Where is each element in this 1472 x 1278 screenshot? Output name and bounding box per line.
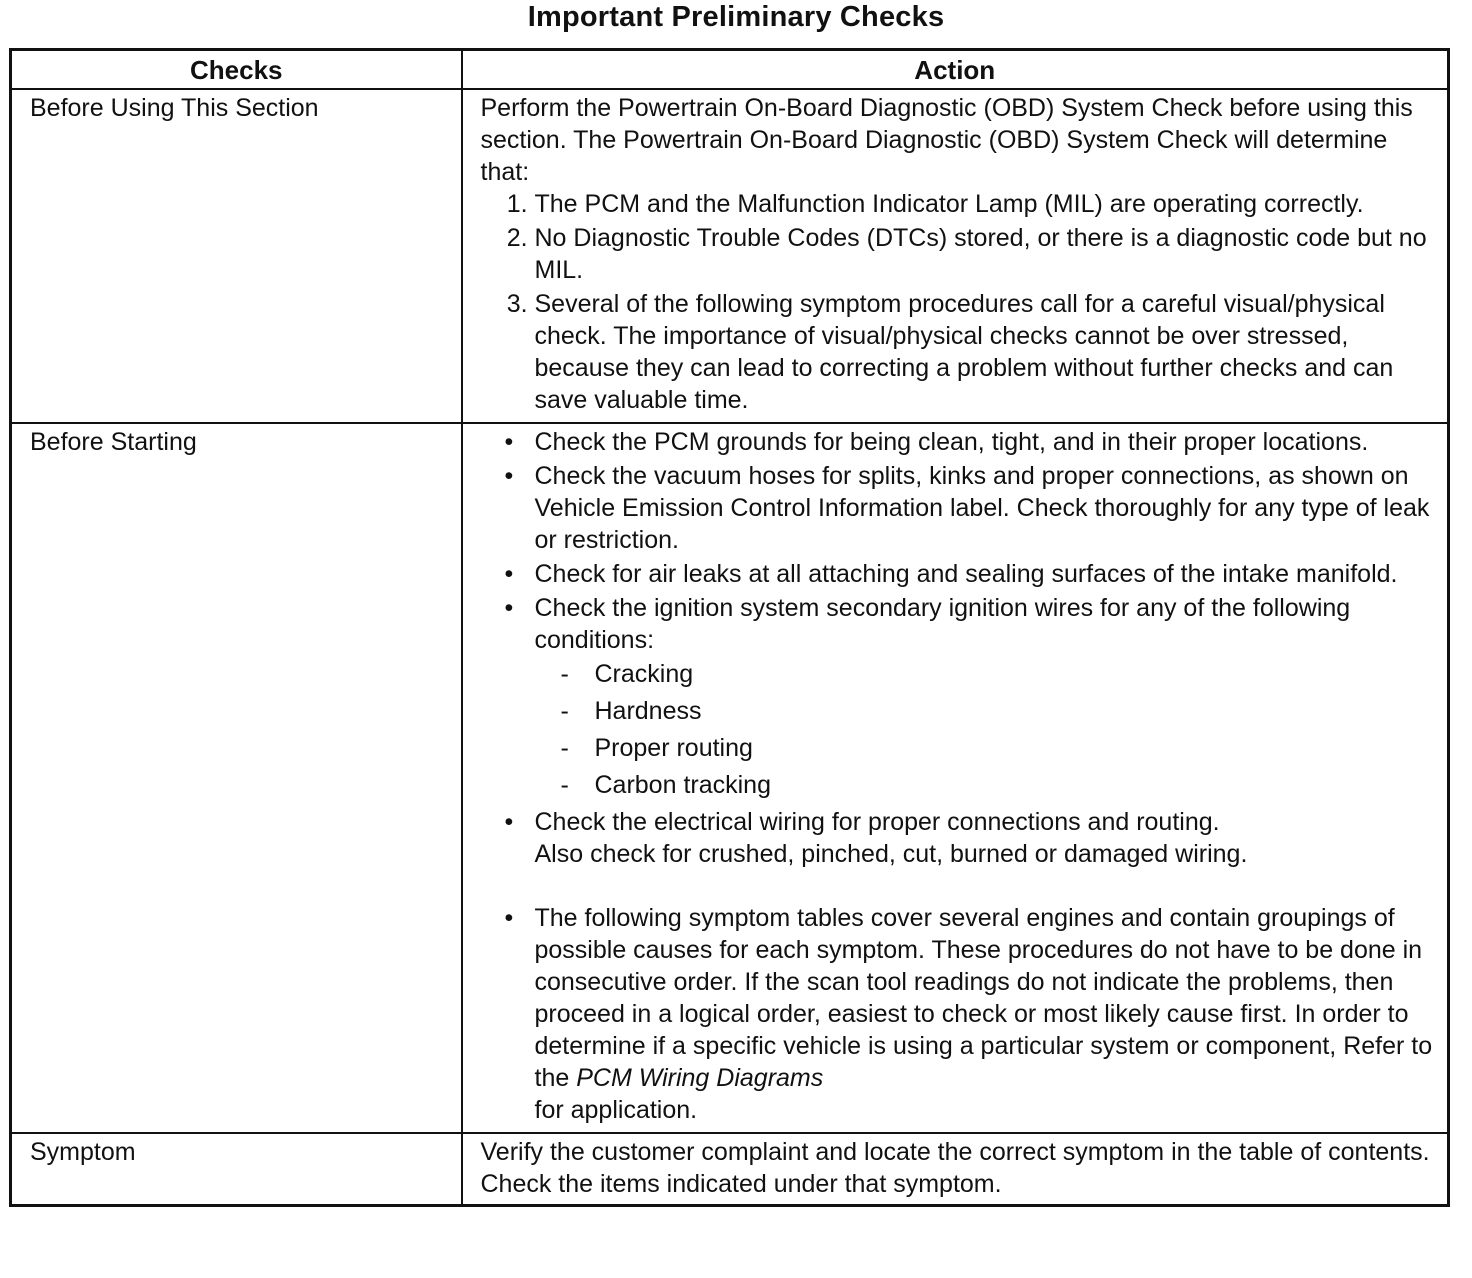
bullet-item xyxy=(481,592,1440,804)
bullet-icon: • xyxy=(504,808,514,836)
bullet-text: Check for air leaks at all attaching and sealing surfaces of the intake manifold. xyxy=(534,560,1398,588)
wiring-diagrams-reference: PCM Wiring Diagrams xyxy=(576,1064,824,1092)
condition-item xyxy=(535,656,1440,693)
check-before-using: Before Using This Section xyxy=(11,89,462,423)
bullet-item xyxy=(481,806,1440,870)
condition-text: Carbon tracking xyxy=(594,771,771,799)
bullet-text: Check the electrical wiring for proper connections and routing. xyxy=(534,808,1220,836)
condition-item xyxy=(535,767,1440,804)
condition-item xyxy=(535,693,1440,730)
bullet-icon: • xyxy=(504,462,514,490)
bullet-icon: • xyxy=(504,594,514,622)
condition-text: Proper routing xyxy=(594,734,753,762)
page-title: Important Preliminary Checks xyxy=(527,1,945,33)
bullet-icon: • xyxy=(504,560,514,588)
bullet-item xyxy=(481,460,1440,556)
condition-text: Cracking xyxy=(594,660,694,688)
table-row-symptom xyxy=(11,1133,1449,1206)
dash-icon: - xyxy=(560,771,569,799)
bullet-item xyxy=(481,902,1440,1126)
bullet-text: Check the vacuum hoses for splits, kinks and proper connections, as shown on Vehicle Emission Control Information label. Check thoroughly for any type of leak or restriction. xyxy=(534,462,1430,554)
table-row-before-using xyxy=(11,89,1449,423)
table-row-before-starting xyxy=(11,423,1449,1133)
table-header-row xyxy=(11,50,1449,90)
bullet-text: Also check for crushed, pinched, cut, burned or damaged wiring. xyxy=(534,840,1248,868)
action-before-using xyxy=(462,89,1449,423)
steps-list xyxy=(481,188,1440,416)
bullet-list xyxy=(481,426,1440,1126)
dash-icon: - xyxy=(560,734,569,762)
conditions-list xyxy=(535,656,1440,804)
bullet-text: Check the ignition system secondary ignition wires for any of the following conditions: xyxy=(534,594,1351,654)
bullet-text: Check the PCM grounds for being clean, tight, and in their proper locations. xyxy=(534,428,1369,456)
header-action: Action xyxy=(462,50,1449,90)
header-checks: Checks xyxy=(11,50,462,90)
condition-text: Hardness xyxy=(594,697,702,725)
bullet-icon: • xyxy=(504,428,514,456)
step-item: 1. The PCM and the Malfunction Indicator Lamp (MIL) are operating correctly. xyxy=(535,188,1440,220)
action-symptom: Verify the customer complaint and locate the correct symptom in the table of contents. Check the items indicated under that symptom. xyxy=(462,1133,1449,1206)
dash-icon: - xyxy=(560,660,569,688)
action-intro: Perform the Powertrain On-Board Diagnostic (OBD) System Check before using this section. The Powertrain On-Board Diagnostic (OBD) System Check will determine that: xyxy=(480,94,1413,186)
action-before-starting xyxy=(462,423,1449,1133)
step-item: 3. Several of the following symptom procedures call for a careful visual/physical check. The importance of visual/physical checks cannot be over stressed, because they can lead to correcting a problem without further checks and can save valuable time. xyxy=(535,288,1440,416)
dash-icon: - xyxy=(560,697,569,725)
bullet-text: The following symptom tables cover several engines and contain groupings of possible causes for each symptom. These procedures do not have to be done in consecutive order. If the scan tool readings do not indicate the problems, then proceed in a logical order, easiest to check or most likely cause first. In order to determine if a specific vehicle is using a particular system or component, Refer to the xyxy=(534,904,1433,1092)
bullet-text: for application. xyxy=(534,1096,698,1124)
preliminary-checks-table xyxy=(9,48,1450,1207)
bullet-item xyxy=(481,426,1440,458)
condition-item xyxy=(535,730,1440,767)
step-item: 2. No Diagnostic Trouble Codes (DTCs) stored, or there is a diagnostic code but no MIL. xyxy=(535,222,1440,286)
check-symptom: Symptom xyxy=(11,1133,462,1206)
check-before-starting: Before Starting xyxy=(11,423,462,1133)
bullet-icon: • xyxy=(504,904,514,932)
bullet-item xyxy=(481,558,1440,590)
